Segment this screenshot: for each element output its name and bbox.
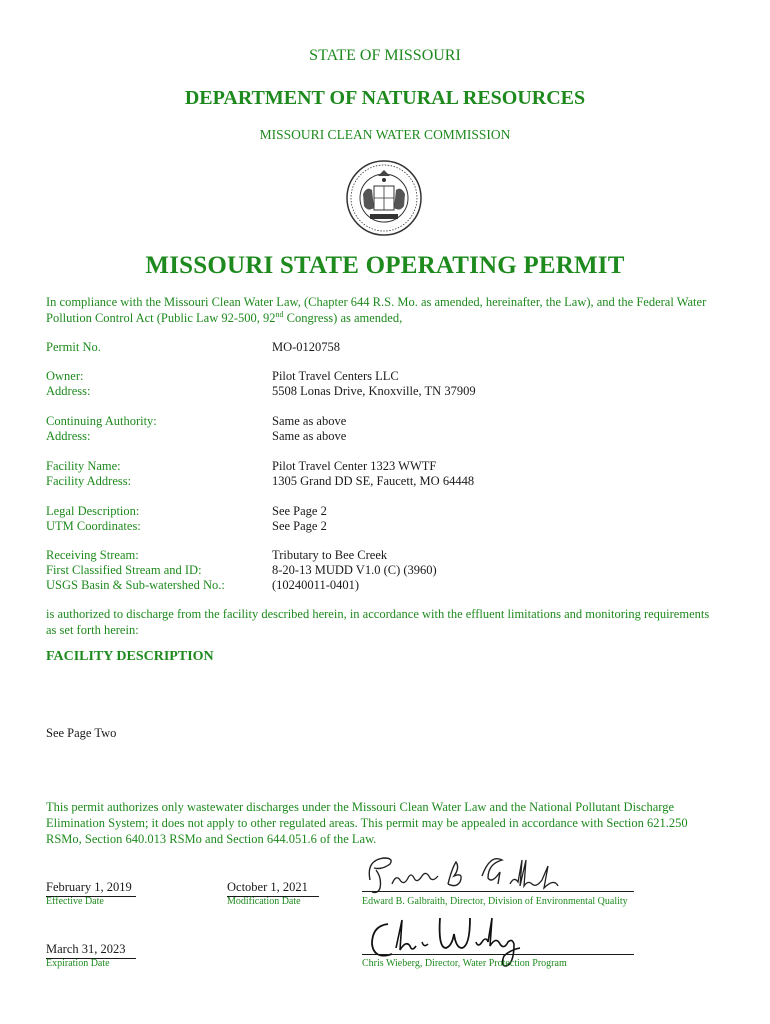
commission-heading: MISSOURI CLEAN WATER COMMISSION bbox=[259, 127, 511, 142]
facility-name-label: Facility Name: bbox=[46, 459, 121, 473]
modification-date-caption: Modification Date bbox=[227, 896, 301, 907]
owner-value: Pilot Travel Centers LLC bbox=[272, 369, 399, 383]
facility-name-value: Pilot Travel Center 1323 WWTF bbox=[272, 459, 437, 473]
permit-title: MISSOURI STATE OPERATING PERMIT bbox=[145, 252, 625, 279]
first-classified-label: First Classified Stream and ID: bbox=[46, 563, 202, 577]
effective-date bbox=[46, 880, 136, 897]
signer-1-caption: Edward B. Galbraith, Director, Division of Environmental Quality bbox=[362, 896, 628, 907]
expiration-date bbox=[46, 942, 136, 959]
permit-notice bbox=[46, 799, 726, 847]
legal-description-value: See Page 2 bbox=[272, 504, 327, 518]
first-classified-value: 8-20-13 MUDD V1.0 (C) (3960) bbox=[272, 563, 437, 577]
facility-address-label: Facility Address: bbox=[46, 474, 132, 488]
usgs-basin-label: USGS Basin & Sub-watershed No.: bbox=[46, 578, 225, 592]
continuing-authority-label: Continuing Authority: bbox=[46, 414, 157, 428]
authorization-paragraph bbox=[46, 606, 736, 638]
missouri-state-seal-icon bbox=[345, 158, 423, 238]
intro-line-2 bbox=[46, 311, 736, 327]
signature-line-1 bbox=[362, 890, 634, 892]
department-heading: DEPARTMENT OF NATURAL RESOURCES bbox=[184, 87, 586, 109]
intro-line-1: In compliance with the Missouri Clean Water Law, (Chapter 644 R.S. Mo. as amended, hereinafter, the Law), and the Federal Water bbox=[46, 295, 707, 309]
facility-address-value: 1305 Grand DD SE, Faucett, MO 64448 bbox=[272, 474, 475, 488]
permit-number-label: Permit No. bbox=[46, 340, 101, 354]
expiration-date-caption: Expiration Date bbox=[46, 958, 110, 969]
facility-description-body: See Page Two bbox=[46, 726, 117, 740]
permit-number-value: MO-0120758 bbox=[272, 340, 341, 354]
intro-line-2a: Pollution Control Act (Public Law 92-500, 92 bbox=[46, 310, 276, 325]
intro-superscript: nd bbox=[275, 309, 284, 319]
owner-address-value: 5508 Lonas Drive, Knoxville, TN 37909 bbox=[272, 384, 476, 398]
legal-description-label: Legal Description: bbox=[46, 504, 140, 518]
utm-label: UTM Coordinates: bbox=[46, 519, 141, 533]
receiving-stream-value: Tributary to Bee Creek bbox=[272, 548, 388, 562]
state-heading: STATE OF MISSOURI bbox=[309, 47, 461, 64]
modification-date-value: October 1, 2021 bbox=[227, 880, 319, 897]
notice-line-3: RSMo, Section 640.013 RSMo and Section 644.051.6 of the Law. bbox=[46, 832, 377, 846]
modification-date bbox=[227, 880, 319, 897]
signature-line-2 bbox=[362, 953, 634, 955]
authorization-line-2: as set forth herein: bbox=[46, 623, 139, 637]
expiration-date-value: March 31, 2023 bbox=[46, 942, 136, 959]
continuing-authority-value: Same as above bbox=[272, 414, 347, 428]
effective-date-caption: Effective Date bbox=[46, 896, 104, 907]
owner-address-label: Address: bbox=[46, 384, 91, 398]
facility-description-heading: FACILITY DESCRIPTION bbox=[46, 649, 214, 664]
ca-address-label: Address: bbox=[46, 429, 91, 443]
intro-line-2b: Congress) as amended, bbox=[283, 310, 403, 325]
ca-address-value: Same as above bbox=[272, 429, 347, 443]
notice-line-1: This permit authorizes only wastewater discharges under the Missouri Clean Water Law and the National Pollutant Discharge bbox=[46, 800, 674, 814]
owner-label: Owner: bbox=[46, 369, 84, 383]
intro-paragraph bbox=[46, 295, 736, 326]
utm-value: See Page 2 bbox=[272, 519, 327, 533]
usgs-basin-value: (10240011-0401) bbox=[272, 578, 360, 592]
signer-2-caption: Chris Wieberg, Director, Water Protection Program bbox=[362, 958, 567, 969]
receiving-stream-label: Receiving Stream: bbox=[46, 548, 139, 562]
notice-line-2: Elimination System; it does not apply to other regulated areas. This permit may be appealed in accordance with Section 621.250 bbox=[46, 816, 688, 830]
authorization-line-1: is authorized to discharge from the facility described herein, in accordance with the effluent limitations and monitoring requirements bbox=[46, 607, 710, 621]
effective-date-value: February 1, 2019 bbox=[46, 880, 136, 897]
